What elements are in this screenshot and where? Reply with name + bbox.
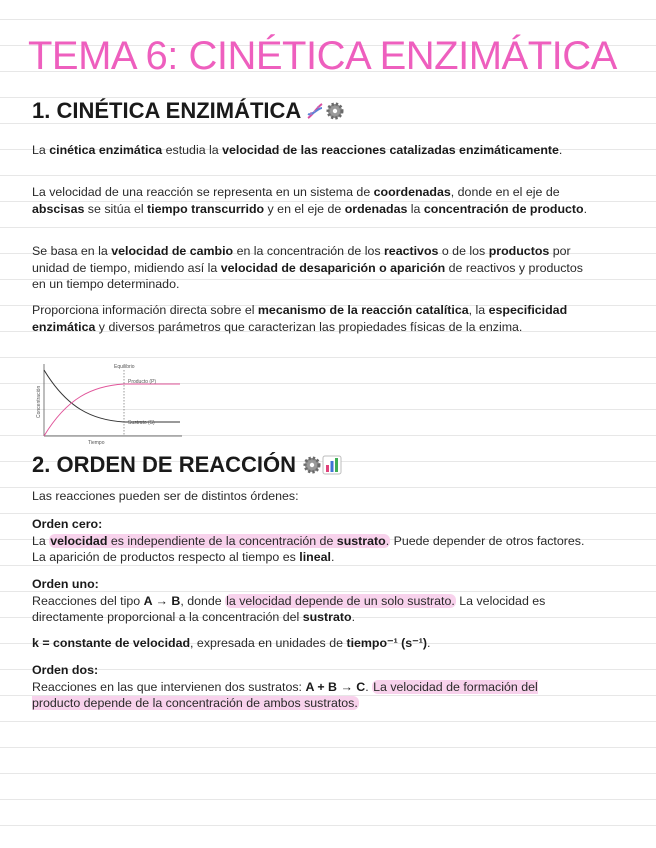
text: . xyxy=(385,533,390,548)
bold-term: A + B → C xyxy=(305,679,366,694)
bold-term: coordenadas xyxy=(373,185,451,199)
bold-term: tiempo transcurrido xyxy=(147,201,265,216)
text: estudia la xyxy=(162,143,223,157)
section-2-heading xyxy=(32,452,342,478)
order-zero xyxy=(32,516,588,566)
text: es independiente de la concentración de xyxy=(107,533,337,548)
text: y diversos parámetros que caracterizan las propiedades físicas de la enzima. xyxy=(95,319,523,334)
product-curve xyxy=(44,384,180,436)
bold-term: sustrato xyxy=(302,610,352,624)
order-zero-label: Orden cero: xyxy=(32,517,103,531)
highlight xyxy=(49,534,390,548)
bold-term: especificidad enzimática xyxy=(32,303,568,334)
text: o de los xyxy=(438,244,489,258)
section-1-heading-text: 1. CINÉTICA ENZIMÁTICA xyxy=(32,98,302,123)
paragraph-coordinates xyxy=(32,184,588,217)
order-two xyxy=(32,662,588,712)
text: , la xyxy=(468,303,489,317)
bold-term: tiempo⁻¹ (s⁻¹) xyxy=(346,636,427,650)
text: Reacciones en las que intervienen dos sustratos: xyxy=(32,679,306,694)
text: . xyxy=(583,201,588,216)
text: Se basa en la xyxy=(32,244,112,258)
bold-term: productos xyxy=(488,244,550,258)
order-two-label: Orden dos: xyxy=(32,663,99,677)
dna-icon xyxy=(305,101,325,121)
x-axis-label: Tiempo xyxy=(88,440,105,446)
text: se sitúa el xyxy=(84,201,148,216)
bold-term: ordenadas xyxy=(344,201,408,216)
paragraph-definition xyxy=(32,142,588,159)
order-one xyxy=(32,576,588,626)
text: , donde xyxy=(180,593,226,608)
bold-term: velocidad xyxy=(50,533,108,548)
paragraph-mechanism xyxy=(32,302,588,335)
bold-term: mecanismo de la reacción catalítica xyxy=(257,303,469,317)
text: y en el eje de xyxy=(264,201,345,216)
page-title: TEMA 6: CINÉTICA ENZIMÁTICA xyxy=(28,34,617,78)
text: La velocidad es directamente proporcional a la concentración del xyxy=(32,593,546,624)
paragraph-rate-change xyxy=(32,243,588,293)
highlight: La velocidad de formación del producto depende de la concentración de ambos sustratos. xyxy=(32,679,538,710)
bold-term: velocidad de cambio xyxy=(111,244,234,258)
text: . xyxy=(351,610,356,624)
bold-term: A → B xyxy=(143,593,181,608)
text: Proporciona información directa sobre el xyxy=(32,303,258,317)
y-axis-label: Concentración xyxy=(36,385,42,418)
text: , expresada en unidades de xyxy=(190,636,347,650)
section-2-heading-text: 2. ORDEN DE REACCIÓN xyxy=(32,452,297,477)
gear-icon xyxy=(325,101,345,121)
text: por unidad de tiempo, midiendo así la xyxy=(32,244,571,275)
text: . xyxy=(426,636,431,650)
gear-icon xyxy=(302,455,322,475)
bold-term: cinética enzimática xyxy=(49,143,163,157)
text: de reactivos y productos en un tiempo determinado. xyxy=(32,260,583,291)
legend-substrate: Sustrato (S) xyxy=(128,420,155,426)
bold-term: abscisas xyxy=(32,201,85,216)
text: . xyxy=(558,143,563,157)
text: , donde en el eje de xyxy=(450,185,560,199)
text: la xyxy=(407,201,424,216)
substrate-curve xyxy=(44,370,180,422)
section-2-intro: Las reacciones pueden ser de distintos órdenes: xyxy=(32,489,299,503)
highlight: la velocidad depende de un solo sustrato. xyxy=(226,593,455,608)
bold-term: velocidad de las reacciones catalizadas enzimáticamente xyxy=(222,143,559,157)
bold-term: reactivos xyxy=(383,244,439,258)
bold-term: k = constante de velocidad xyxy=(32,636,191,650)
bold-term: velocidad de desaparición o aparición xyxy=(220,260,446,275)
text: Reacciones del tipo xyxy=(32,593,144,608)
bold-term: concentración de producto xyxy=(423,201,584,216)
text: . xyxy=(365,679,373,694)
text: La xyxy=(32,143,50,157)
order-one-label: Orden uno: xyxy=(32,577,99,591)
bold-term: sustrato xyxy=(336,533,386,548)
section-1-heading xyxy=(32,98,345,124)
text: . xyxy=(330,550,335,564)
text: La xyxy=(32,533,50,548)
bar-chart-icon xyxy=(322,455,342,475)
annotation-equilibrium: Equilibrio xyxy=(114,364,135,370)
text: Puede depender de otros factores. La aparición de productos respecto al tiempo es xyxy=(32,533,585,564)
legend-product: Producto (P) xyxy=(128,379,157,385)
rate-constant xyxy=(32,635,588,652)
kinetics-chart xyxy=(32,360,192,448)
text: en la concentración de los xyxy=(233,244,384,258)
bold-term: lineal xyxy=(299,550,331,564)
text: La velocidad de una reacción se representa en un sistema de xyxy=(32,185,374,199)
